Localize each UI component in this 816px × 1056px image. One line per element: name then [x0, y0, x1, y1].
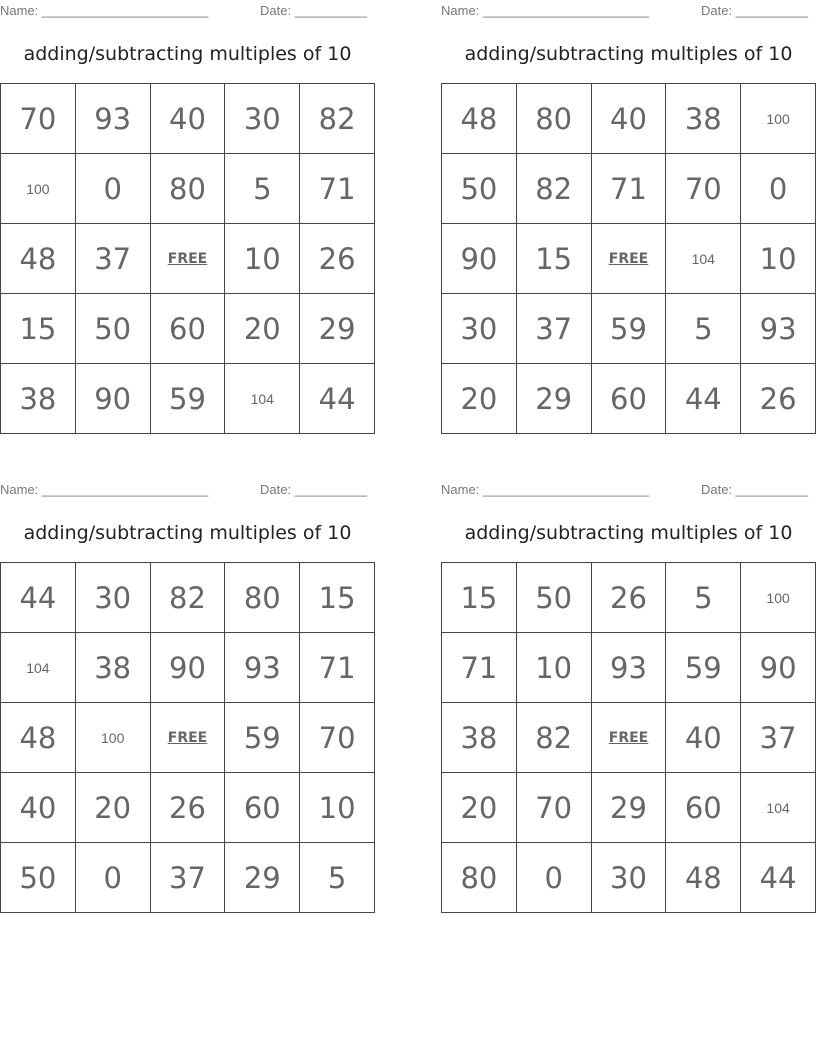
number-cell: 38 [442, 703, 517, 773]
number-cell: 80 [150, 154, 225, 224]
number-cell: 30 [225, 84, 300, 154]
number-cell: 80 [225, 563, 300, 633]
grid-row [442, 294, 816, 364]
grid-row [1, 703, 375, 773]
number-cell: 30 [442, 294, 517, 364]
number-cell: 29 [516, 364, 591, 434]
grid-row [442, 633, 816, 703]
number-cell: 29 [300, 294, 375, 364]
bingo-grid [441, 83, 816, 434]
number-cell: 26 [150, 773, 225, 843]
bingo-grid [0, 562, 375, 913]
number-cell: 5 [300, 843, 375, 913]
name-field-label: Name: _______________________ [0, 482, 209, 497]
number-cell: 70 [300, 703, 375, 773]
bingo-grid [441, 562, 816, 913]
number-cell: 30 [591, 843, 666, 913]
grid-row [442, 154, 816, 224]
number-cell: 82 [300, 84, 375, 154]
number-cell: 26 [300, 224, 375, 294]
number-cell: 71 [300, 154, 375, 224]
date-field-label: Date: __________ [701, 3, 808, 18]
number-cell: 59 [225, 703, 300, 773]
bingo-card-3 [0, 479, 375, 914]
card-header [0, 0, 375, 22]
card-header [0, 479, 375, 501]
card-title: adding/subtracting multiples of 10 [23, 522, 352, 544]
number-cell: 80 [442, 843, 517, 913]
number-cell: 50 [442, 154, 517, 224]
number-cell: 70 [666, 154, 741, 224]
number-cell: 40 [591, 84, 666, 154]
date-field-label: Date: __________ [260, 3, 367, 18]
bingo-grid [0, 83, 375, 434]
free-space-cell: FREE [591, 703, 666, 773]
grid-row [1, 563, 375, 633]
name-field-label: Name: _______________________ [0, 3, 209, 18]
date-field-label: Date: __________ [701, 482, 808, 497]
number-cell: 50 [516, 563, 591, 633]
number-cell: 44 [741, 843, 816, 913]
card-header [441, 479, 816, 501]
free-space-cell: FREE [150, 703, 225, 773]
number-cell: 80 [516, 84, 591, 154]
number-cell: 40 [666, 703, 741, 773]
number-cell: 38 [75, 633, 150, 703]
free-space-cell: FREE [591, 224, 666, 294]
number-cell: 40 [1, 773, 76, 843]
grid-row [1, 843, 375, 913]
number-cell: 20 [225, 294, 300, 364]
number-cell: 20 [75, 773, 150, 843]
number-cell: 15 [442, 563, 517, 633]
grid-row [1, 84, 375, 154]
grid-row [1, 773, 375, 843]
bingo-card-2 [441, 0, 816, 435]
card-title: adding/subtracting multiples of 10 [23, 43, 352, 65]
number-cell: 0 [75, 843, 150, 913]
number-cell: 37 [516, 294, 591, 364]
number-cell: 100 [741, 84, 816, 154]
number-cell: 10 [300, 773, 375, 843]
number-cell: 60 [591, 364, 666, 434]
card-title: adding/subtracting multiples of 10 [464, 43, 793, 65]
number-cell: 48 [1, 703, 76, 773]
number-cell: 100 [1, 154, 76, 224]
number-cell: 0 [75, 154, 150, 224]
number-cell: 104 [741, 773, 816, 843]
number-cell: 104 [666, 224, 741, 294]
number-cell: 60 [150, 294, 225, 364]
number-cell: 15 [300, 563, 375, 633]
number-cell: 37 [75, 224, 150, 294]
number-cell: 37 [150, 843, 225, 913]
number-cell: 59 [150, 364, 225, 434]
number-cell: 10 [225, 224, 300, 294]
grid-row [442, 224, 816, 294]
number-cell: 37 [741, 703, 816, 773]
number-cell: 29 [591, 773, 666, 843]
number-cell: 93 [741, 294, 816, 364]
number-cell: 40 [150, 84, 225, 154]
number-cell: 82 [516, 154, 591, 224]
number-cell: 44 [666, 364, 741, 434]
number-cell: 100 [75, 703, 150, 773]
number-cell: 20 [442, 364, 517, 434]
bingo-card-4 [441, 479, 816, 914]
number-cell: 59 [666, 633, 741, 703]
grid-row [442, 703, 816, 773]
card-header [441, 0, 816, 22]
bingo-card-1 [0, 0, 375, 435]
number-cell: 50 [1, 843, 76, 913]
number-cell: 48 [1, 224, 76, 294]
grid-row [1, 224, 375, 294]
grid-row [1, 294, 375, 364]
number-cell: 0 [516, 843, 591, 913]
number-cell: 93 [591, 633, 666, 703]
number-cell: 0 [741, 154, 816, 224]
number-cell: 26 [591, 563, 666, 633]
grid-row [442, 563, 816, 633]
number-cell: 59 [591, 294, 666, 364]
number-cell: 44 [1, 563, 76, 633]
number-cell: 48 [442, 84, 517, 154]
number-cell: 5 [225, 154, 300, 224]
number-cell: 10 [741, 224, 816, 294]
number-cell: 70 [516, 773, 591, 843]
number-cell: 90 [442, 224, 517, 294]
number-cell: 82 [150, 563, 225, 633]
grid-row [442, 843, 816, 913]
number-cell: 93 [225, 633, 300, 703]
number-cell: 48 [666, 843, 741, 913]
date-field-label: Date: __________ [260, 482, 367, 497]
number-cell: 71 [591, 154, 666, 224]
number-cell: 50 [75, 294, 150, 364]
number-cell: 104 [1, 633, 76, 703]
number-cell: 10 [516, 633, 591, 703]
number-cell: 60 [225, 773, 300, 843]
number-cell: 60 [666, 773, 741, 843]
name-field-label: Name: _______________________ [441, 482, 650, 497]
free-space-cell: FREE [150, 224, 225, 294]
number-cell: 44 [300, 364, 375, 434]
card-title: adding/subtracting multiples of 10 [464, 522, 793, 544]
grid-row [1, 633, 375, 703]
number-cell: 15 [1, 294, 76, 364]
number-cell: 15 [516, 224, 591, 294]
grid-row [442, 364, 816, 434]
grid-row [442, 773, 816, 843]
number-cell: 38 [1, 364, 76, 434]
grid-row [1, 364, 375, 434]
number-cell: 71 [300, 633, 375, 703]
number-cell: 90 [741, 633, 816, 703]
number-cell: 5 [666, 294, 741, 364]
grid-row [1, 154, 375, 224]
number-cell: 93 [75, 84, 150, 154]
number-cell: 104 [225, 364, 300, 434]
name-field-label: Name: _______________________ [441, 3, 650, 18]
number-cell: 38 [666, 84, 741, 154]
number-cell: 20 [442, 773, 517, 843]
number-cell: 100 [741, 563, 816, 633]
number-cell: 82 [516, 703, 591, 773]
number-cell: 90 [150, 633, 225, 703]
number-cell: 26 [741, 364, 816, 434]
number-cell: 5 [666, 563, 741, 633]
number-cell: 30 [75, 563, 150, 633]
grid-row [442, 84, 816, 154]
number-cell: 29 [225, 843, 300, 913]
number-cell: 90 [75, 364, 150, 434]
number-cell: 70 [1, 84, 76, 154]
number-cell: 71 [442, 633, 517, 703]
